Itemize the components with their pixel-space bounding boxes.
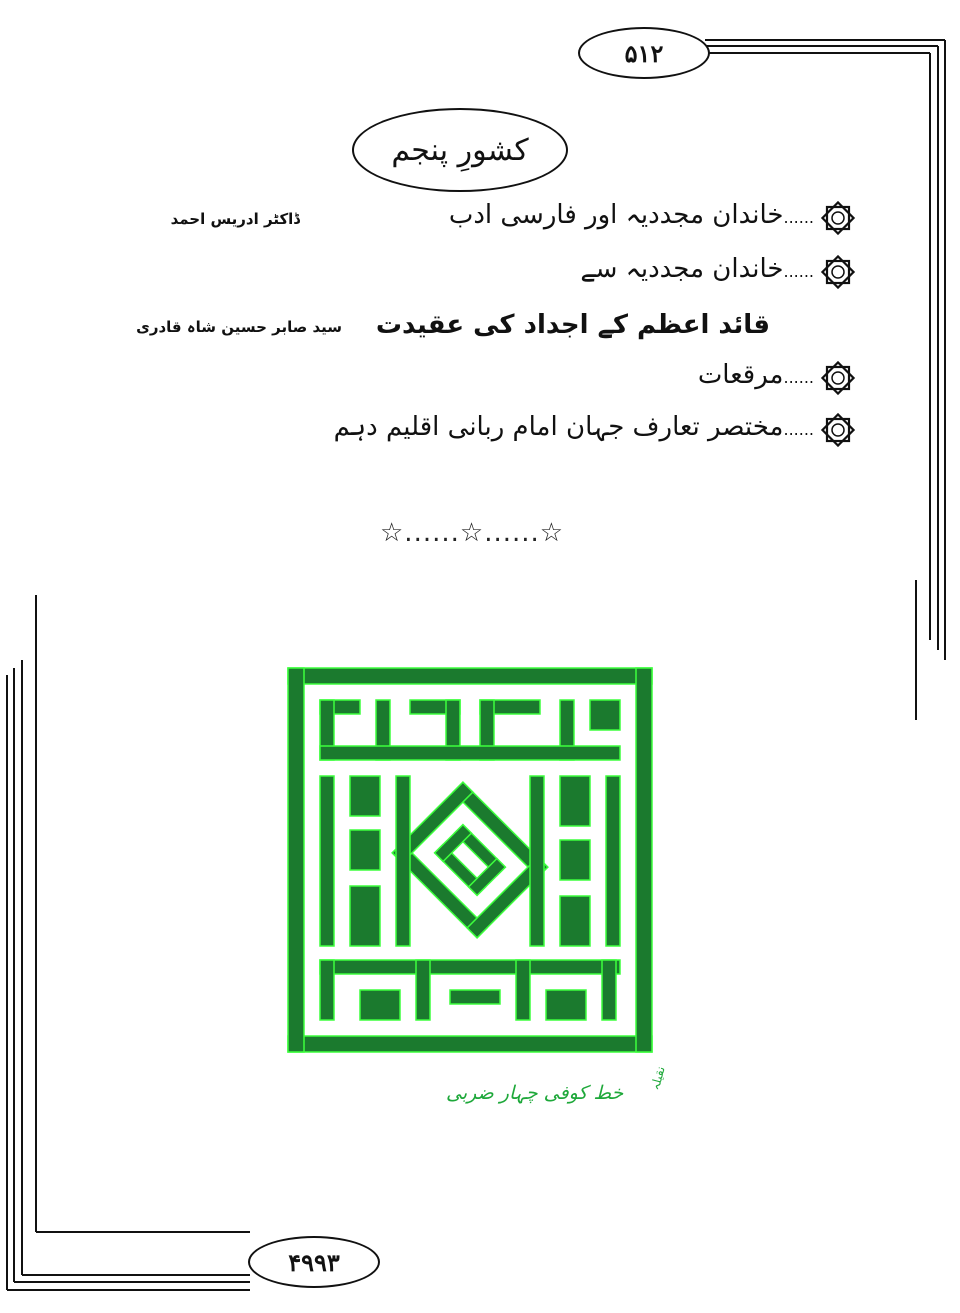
entry-dots: ...... (783, 262, 814, 281)
entry-1-title: خاندان مجددیہ اور فارسی ادب (448, 200, 784, 230)
top-page-number-text: ۵۱۲ (624, 38, 664, 68)
entry-dots: ...... (783, 368, 814, 387)
bottom-page-number (248, 1236, 380, 1288)
entry-4 (334, 412, 814, 442)
entry-2-title-line1: خاندان مجددیہ سے (580, 254, 784, 284)
section-title-text: کشورِ پنجم (391, 132, 529, 168)
octagram-bullet-icon (818, 198, 858, 238)
entry-2-title-line2: قائد اعظم کے اجداد کی عقیدت (375, 310, 770, 340)
entry-dots: ...... (783, 208, 814, 227)
entry-4-title: مختصر تعارف جہان امام ربانی اقلیم دہم (333, 412, 784, 442)
entry-2-author: سید صابر حسین شاہ قادری (136, 318, 342, 336)
section-title (352, 108, 568, 192)
entry-1-author: ڈاکٹر ادریس احمد (170, 210, 300, 228)
entry-dots: ...... (783, 420, 814, 439)
entry-2 (580, 254, 814, 284)
octagram-bullet-icon (818, 410, 858, 450)
top-page-number (578, 27, 710, 79)
entry-1 (449, 200, 814, 230)
bottom-page-number-text: ۴۹۹۳ (288, 1247, 340, 1277)
octagram-bullet-icon (818, 358, 858, 398)
entry-3 (698, 360, 814, 390)
kufic-calligraphy-image (280, 660, 660, 1060)
octagram-bullet-icon (818, 252, 858, 292)
entry-3-title: مرقعات (697, 360, 784, 390)
calligrapher-signature: نقیلہ (648, 1064, 668, 1092)
star-separator: ☆......☆......☆ (380, 518, 565, 548)
calligraphy-caption: خط کوفی چہار ضربی (446, 1082, 624, 1104)
